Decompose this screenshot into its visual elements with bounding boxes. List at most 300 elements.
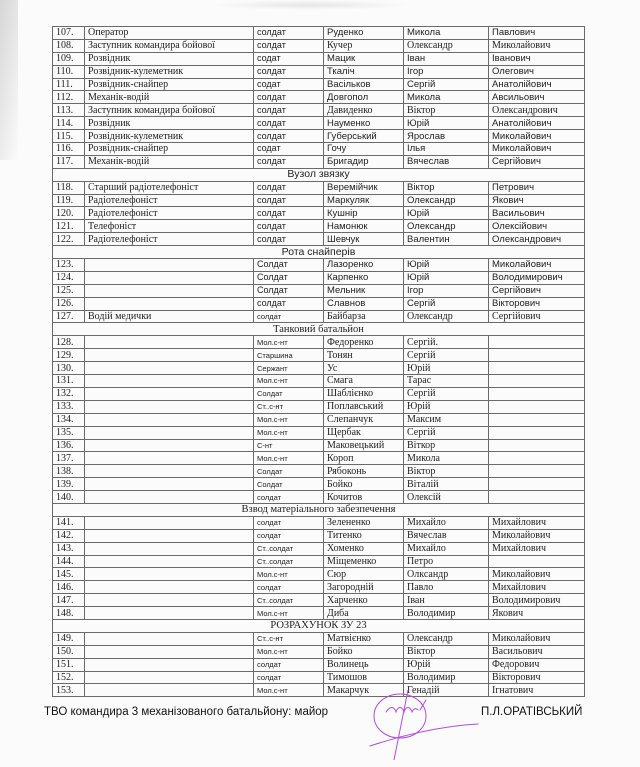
section-title: Танковий батальйон <box>53 323 585 336</box>
cell-surname: Ус <box>324 362 404 375</box>
cell-number: 133. <box>53 400 85 413</box>
cell-number: 149. <box>53 632 85 645</box>
cell-patronymic: Миколайович <box>489 529 585 542</box>
cell-patronymic: Михайлович <box>489 542 585 555</box>
cell-surname: Губерський <box>324 130 404 143</box>
cell-patronymic: Петрович <box>489 181 585 194</box>
cell-position <box>85 271 254 284</box>
table-row <box>53 362 585 375</box>
table-row <box>53 478 585 491</box>
cell-surname: Гочу <box>324 143 404 156</box>
cell-patronymic: Сергійович <box>489 284 585 297</box>
cell-name: Олександр <box>404 632 489 645</box>
table-row <box>53 130 585 143</box>
cell-position <box>85 284 254 297</box>
cell-name: Микола <box>404 452 489 465</box>
cell-rank: солдат <box>254 181 324 194</box>
cell-surname: Бригадир <box>324 155 404 168</box>
cell-rank: солдат <box>254 117 324 130</box>
cell-name: Тарас <box>404 375 489 388</box>
cell-patronymic <box>489 491 585 504</box>
cell-surname: Хоменко <box>324 542 404 555</box>
table-row <box>53 155 585 168</box>
cell-number: 126. <box>53 297 85 310</box>
cell-name: Юрій <box>404 400 489 413</box>
cell-name: Сергій. <box>404 336 489 349</box>
cell-rank: Мол.с-нт <box>254 607 324 620</box>
cell-rank: Солдат <box>254 271 324 284</box>
cell-rank: Мол.с-нт <box>254 684 324 697</box>
cell-rank: солдат <box>254 220 324 233</box>
cell-number: 130. <box>53 362 85 375</box>
cell-surname: Щербак <box>324 426 404 439</box>
cell-position <box>85 297 254 310</box>
table-row <box>53 529 585 542</box>
cell-rank: солдат <box>254 516 324 529</box>
cell-surname: Рябоконь <box>324 465 404 478</box>
cell-patronymic <box>489 555 585 568</box>
table-row <box>53 271 585 284</box>
cell-position <box>85 465 254 478</box>
cell-name: Володимир <box>404 607 489 620</box>
cell-position: Розвідник-кулеметник <box>85 65 254 78</box>
cell-name: Віктор <box>404 465 489 478</box>
cell-surname: Руденко <box>324 27 404 40</box>
cell-patronymic: Васильович <box>489 207 585 220</box>
cell-name: Валентин <box>404 233 489 246</box>
cell-patronymic <box>489 439 585 452</box>
cell-name: Юрій <box>404 271 489 284</box>
table-row <box>53 220 585 233</box>
cell-name: Микола <box>404 91 489 104</box>
cell-rank: солдат <box>254 104 324 117</box>
cell-name: Віктор <box>404 104 489 117</box>
cell-patronymic: Олексійович <box>489 220 585 233</box>
cell-number: 147. <box>53 594 85 607</box>
table-row <box>53 491 585 504</box>
cell-rank: солдат <box>254 91 324 104</box>
cell-patronymic <box>489 387 585 400</box>
cell-name: Максим <box>404 413 489 426</box>
table-row <box>53 233 585 246</box>
cell-position: Старший радіотелефоніст <box>85 181 254 194</box>
cell-rank: Ст..с-нт <box>254 400 324 413</box>
cell-number: 140. <box>53 491 85 504</box>
table-row <box>53 439 585 452</box>
cell-rank: Старшина <box>254 349 324 362</box>
table-row <box>53 375 585 388</box>
table-row <box>53 658 585 671</box>
cell-position: Механік-водій <box>85 91 254 104</box>
table-row <box>53 452 585 465</box>
cell-name: Ігор <box>404 65 489 78</box>
table-row <box>53 27 585 40</box>
cell-rank: Солдат <box>254 387 324 400</box>
cell-name: Михайло <box>404 542 489 555</box>
cell-surname: Науменко <box>324 117 404 130</box>
personnel-table <box>52 26 585 697</box>
table-row <box>53 104 585 117</box>
cell-patronymic <box>489 426 585 439</box>
cell-surname: Шевчук <box>324 233 404 246</box>
cell-position: Радіотелефоніст <box>85 194 254 207</box>
cell-surname: Бойко <box>324 478 404 491</box>
cell-name: Сергій <box>404 297 489 310</box>
cell-rank: Мол.с-нт <box>254 645 324 658</box>
cell-number: 136. <box>53 439 85 452</box>
table-row <box>53 684 585 697</box>
cell-rank: солдат <box>254 671 324 684</box>
cell-rank: солдат <box>254 658 324 671</box>
cell-rank: солдат <box>254 310 324 323</box>
table-row <box>53 349 585 362</box>
cell-surname: Довгопол <box>324 91 404 104</box>
cell-position: Заступник командира бойової <box>85 104 254 117</box>
table-row <box>53 581 585 594</box>
cell-name: Петро <box>404 555 489 568</box>
cell-number: 107. <box>53 27 85 40</box>
cell-surname: Харченко <box>324 594 404 607</box>
table-row <box>53 143 585 156</box>
cell-number: 145. <box>53 568 85 581</box>
cell-name: Вячеслав <box>404 155 489 168</box>
cell-patronymic <box>489 465 585 478</box>
section-header-row <box>53 246 585 259</box>
cell-surname: Зелененко <box>324 516 404 529</box>
cell-surname: Смага <box>324 375 404 388</box>
cell-patronymic: Авсильович <box>489 91 585 104</box>
cell-position <box>85 349 254 362</box>
cell-name: Юрій <box>404 207 489 220</box>
table-row <box>53 413 585 426</box>
page-edge-shadow <box>0 0 18 160</box>
cell-patronymic <box>489 375 585 388</box>
table-row <box>53 65 585 78</box>
cell-rank: солдат <box>254 65 324 78</box>
table-row <box>53 39 585 52</box>
cell-rank: Сержант <box>254 362 324 375</box>
cell-position <box>85 607 254 620</box>
cell-position <box>85 516 254 529</box>
signatory-title: ТВО командира 3 механізованого батальйону: майор <box>44 706 329 718</box>
cell-patronymic: Анатолійович <box>489 117 585 130</box>
cell-rank: солдат <box>254 233 324 246</box>
cell-patronymic: Миколайович <box>489 130 585 143</box>
cell-patronymic <box>489 400 585 413</box>
cell-number: 108. <box>53 39 85 52</box>
cell-surname: Мацик <box>324 52 404 65</box>
cell-rank: Мол.с-нт <box>254 375 324 388</box>
cell-number: 144. <box>53 555 85 568</box>
cell-surname: Федоренко <box>324 336 404 349</box>
cell-patronymic <box>489 362 585 375</box>
cell-name: Юрій <box>404 658 489 671</box>
cell-position <box>85 632 254 645</box>
cell-position <box>85 491 254 504</box>
table-row <box>53 297 585 310</box>
cell-rank: Мол.с-нт <box>254 426 324 439</box>
cell-number: 120. <box>53 207 85 220</box>
cell-number: 141. <box>53 516 85 529</box>
cell-patronymic <box>489 349 585 362</box>
cell-name: Юрій <box>404 117 489 130</box>
cell-name: Віктор <box>404 645 489 658</box>
cell-patronymic: Сергійович <box>489 155 585 168</box>
cell-patronymic: Миколайович <box>489 39 585 52</box>
cell-patronymic: Вікторович <box>489 671 585 684</box>
table-row <box>53 516 585 529</box>
cell-surname: Диба <box>324 607 404 620</box>
cell-rank: Ст..солдат <box>254 555 324 568</box>
cell-rank: Мол.с-нт <box>254 452 324 465</box>
cell-surname: Бойко <box>324 645 404 658</box>
cell-patronymic: Михайлович <box>489 581 585 594</box>
cell-rank: С-нт <box>254 439 324 452</box>
cell-position: Розвідник-снайпер <box>85 78 254 91</box>
cell-name: Вячеслав <box>404 529 489 542</box>
table-row <box>53 632 585 645</box>
cell-position <box>85 336 254 349</box>
cell-name: Олександр <box>404 310 489 323</box>
cell-rank: солдат <box>254 194 324 207</box>
cell-position: Телефоніст <box>85 220 254 233</box>
table-row <box>53 594 585 607</box>
cell-name: Олександр <box>404 39 489 52</box>
cell-rank: Мол.с-нт <box>254 568 324 581</box>
cell-number: 110. <box>53 65 85 78</box>
cell-number: 115. <box>53 130 85 143</box>
cell-rank: Мол.с-нт <box>254 336 324 349</box>
cell-surname: Шаблієнко <box>324 387 404 400</box>
cell-patronymic <box>489 478 585 491</box>
cell-number: 153. <box>53 684 85 697</box>
table-row <box>53 387 585 400</box>
cell-position: Розвідник-снайпер <box>85 143 254 156</box>
cell-number: 127. <box>53 310 85 323</box>
table-row <box>53 78 585 91</box>
cell-number: 121. <box>53 220 85 233</box>
cell-surname: Матвієнко <box>324 632 404 645</box>
signature-stroke-curls <box>386 708 418 713</box>
cell-patronymic: Миколайович <box>489 568 585 581</box>
cell-surname: Макарчук <box>324 684 404 697</box>
cell-surname: Маркуляк <box>324 194 404 207</box>
cell-number: 137. <box>53 452 85 465</box>
table-row <box>53 310 585 323</box>
cell-number: 132. <box>53 387 85 400</box>
cell-position: Розвідник-кулеметник <box>85 130 254 143</box>
cell-patronymic: Володимирович <box>489 594 585 607</box>
table-row <box>53 465 585 478</box>
cell-patronymic: Федорович <box>489 658 585 671</box>
cell-surname: Тимошов <box>324 671 404 684</box>
cell-rank: содат <box>254 143 324 156</box>
cell-rank: солдат <box>254 207 324 220</box>
cell-patronymic: Вікторович <box>489 297 585 310</box>
cell-position: Радіотелефоніст <box>85 233 254 246</box>
cell-patronymic: Михайлович <box>489 516 585 529</box>
cell-number: 139. <box>53 478 85 491</box>
cell-number: 151. <box>53 658 85 671</box>
cell-name: Сергій <box>404 387 489 400</box>
cell-patronymic: Васильович <box>489 645 585 658</box>
cell-rank: Солдат <box>254 465 324 478</box>
cell-patronymic <box>489 413 585 426</box>
cell-position: Розвідник <box>85 117 254 130</box>
section-header-row <box>53 503 585 516</box>
cell-number: 148. <box>53 607 85 620</box>
cell-number: 152. <box>53 671 85 684</box>
cell-position: Розвідник <box>85 52 254 65</box>
cell-name: Ілья <box>404 143 489 156</box>
cell-number: 109. <box>53 52 85 65</box>
cell-position <box>85 658 254 671</box>
cell-position <box>85 439 254 452</box>
cell-patronymic: Сергійович <box>489 310 585 323</box>
cell-position: Оператор <box>85 27 254 40</box>
cell-surname: Волинець <box>324 658 404 671</box>
table-row <box>53 91 585 104</box>
cell-surname: Тонян <box>324 349 404 362</box>
cell-patronymic <box>489 452 585 465</box>
cell-position <box>85 413 254 426</box>
cell-number: 114. <box>53 117 85 130</box>
cell-patronymic: Якович <box>489 194 585 207</box>
cell-patronymic: Ігнатович <box>489 684 585 697</box>
cell-surname: Давиденко <box>324 104 404 117</box>
cell-position <box>85 452 254 465</box>
cell-name: Павло <box>404 581 489 594</box>
table-row <box>53 207 585 220</box>
cell-rank: солдат <box>254 155 324 168</box>
cell-rank: Ст..солдат <box>254 542 324 555</box>
cell-name: Сергій <box>404 349 489 362</box>
table-row <box>53 568 585 581</box>
cell-number: 122. <box>53 233 85 246</box>
cell-patronymic: Олександрович <box>489 233 585 246</box>
cell-name: Юрій <box>404 362 489 375</box>
table-row <box>53 400 585 413</box>
cell-name: Ігор <box>404 284 489 297</box>
table-row <box>53 426 585 439</box>
cell-name: Іван <box>404 52 489 65</box>
cell-patronymic: Миколайович <box>489 259 585 272</box>
cell-number: 119. <box>53 194 85 207</box>
cell-rank: Солдат <box>254 259 324 272</box>
table-row <box>53 259 585 272</box>
cell-position <box>85 362 254 375</box>
cell-position: Радіотелефоніст <box>85 207 254 220</box>
cell-number: 129. <box>53 349 85 362</box>
cell-surname: Лазоренко <box>324 259 404 272</box>
section-title: Вузол звязку <box>53 168 585 181</box>
cell-surname: Мельник <box>324 284 404 297</box>
cell-name: Олександр <box>404 220 489 233</box>
cell-number: 128. <box>53 336 85 349</box>
cell-name: Віктор <box>404 181 489 194</box>
cell-position: Заступник командира бойової <box>85 39 254 52</box>
cell-number: 124. <box>53 271 85 284</box>
table-row <box>53 555 585 568</box>
cell-number: 113. <box>53 104 85 117</box>
cell-surname: Карпенко <box>324 271 404 284</box>
cell-patronymic: Павлович <box>489 27 585 40</box>
cell-rank: содат <box>254 78 324 91</box>
cell-rank: Солдат <box>254 478 324 491</box>
cell-position <box>85 568 254 581</box>
cell-patronymic: Іванович <box>489 52 585 65</box>
cell-name: Віткор <box>404 439 489 452</box>
cell-position <box>85 684 254 697</box>
cell-position <box>85 529 254 542</box>
cell-surname: Короп <box>324 452 404 465</box>
cell-patronymic: Олегович <box>489 65 585 78</box>
cell-position <box>85 387 254 400</box>
cell-number: 146. <box>53 581 85 594</box>
cell-position <box>85 426 254 439</box>
cell-surname: Ткаліч <box>324 65 404 78</box>
cell-name: Олксандр <box>404 568 489 581</box>
cell-position: Механік-водій <box>85 155 254 168</box>
cell-name: Сергій <box>404 426 489 439</box>
cell-position <box>85 259 254 272</box>
section-header-row <box>53 323 585 336</box>
cell-name: Микола <box>404 27 489 40</box>
table-row <box>53 52 585 65</box>
cell-number: 116. <box>53 143 85 156</box>
cell-surname: Слепанчук <box>324 413 404 426</box>
cell-rank: солдат <box>254 529 324 542</box>
cell-surname: Кочитов <box>324 491 404 504</box>
cell-rank: солдат <box>254 27 324 40</box>
cell-name: Віталій <box>404 478 489 491</box>
cell-rank: солдат <box>254 581 324 594</box>
table-row <box>53 117 585 130</box>
cell-rank: солдат <box>254 39 324 52</box>
cell-patronymic: Якович <box>489 607 585 620</box>
cell-position <box>85 594 254 607</box>
personnel-table-body <box>53 27 585 697</box>
table-row <box>53 336 585 349</box>
cell-position <box>85 671 254 684</box>
cell-surname: Загородній <box>324 581 404 594</box>
cell-rank: солдат <box>254 297 324 310</box>
cell-number: 117. <box>53 155 85 168</box>
table-row <box>53 671 585 684</box>
cell-position <box>85 555 254 568</box>
cell-rank: Солдат <box>254 284 324 297</box>
cell-position <box>85 478 254 491</box>
cell-patronymic <box>489 336 585 349</box>
cell-rank: Ст..солдат <box>254 594 324 607</box>
cell-number: 150. <box>53 645 85 658</box>
cell-surname: Кучер <box>324 39 404 52</box>
cell-name: Володимир <box>404 671 489 684</box>
cell-number: 134. <box>53 413 85 426</box>
cell-name: Михайло <box>404 516 489 529</box>
cell-number: 138. <box>53 465 85 478</box>
scan-smudge <box>210 0 410 10</box>
section-header-row <box>53 168 585 181</box>
table-row <box>53 607 585 620</box>
section-title: Рота снайперів <box>53 246 585 259</box>
cell-surname: Славнов <box>324 297 404 310</box>
cell-number: 142. <box>53 529 85 542</box>
table-row <box>53 181 585 194</box>
section-header-row <box>53 619 585 632</box>
cell-patronymic: Олександрович <box>489 104 585 117</box>
cell-patronymic: Володимирович <box>489 271 585 284</box>
